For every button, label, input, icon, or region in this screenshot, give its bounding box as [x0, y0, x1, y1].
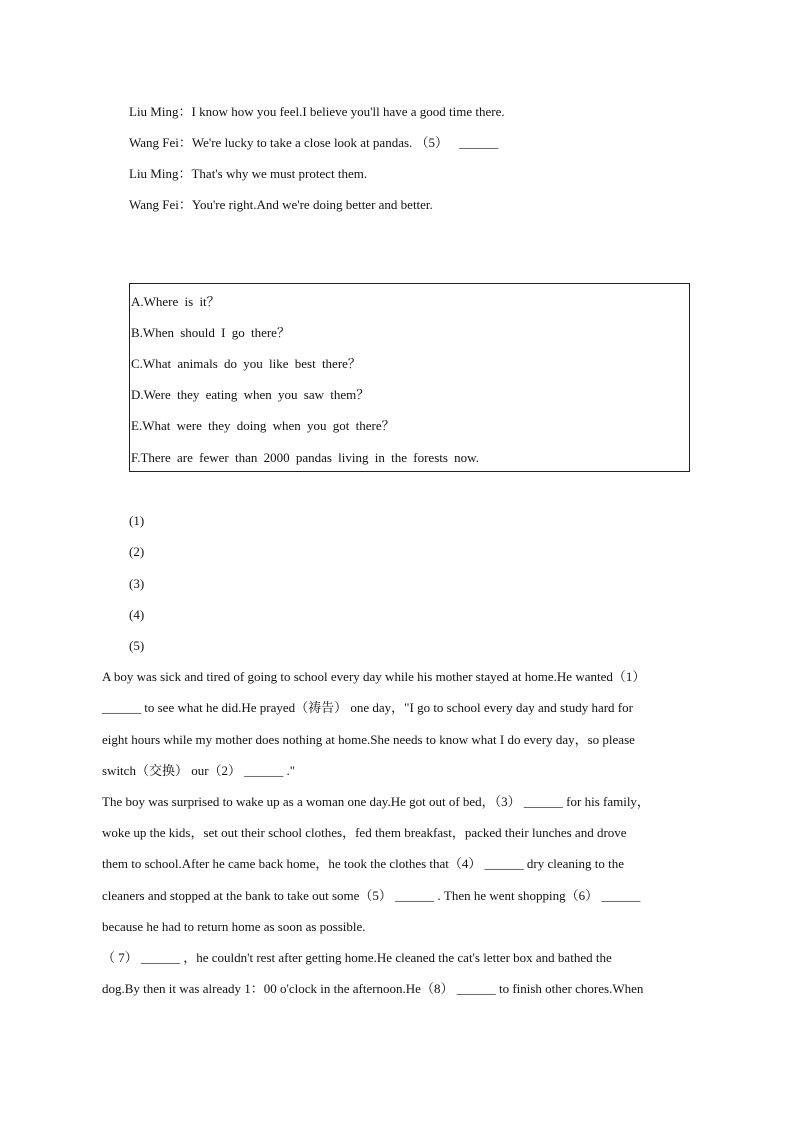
dialogue-speaker: Wang Fei：: [129, 197, 192, 212]
dialogue-text: You're right.And we're doing better and better.: [191, 197, 433, 212]
dialogue-text: We're lucky to take a close look at pandas. （5）: [191, 135, 449, 150]
passage-line: them to school.After he came back home，he took the clothes that（4） ______ dry cleaning to the: [102, 856, 625, 871]
answer-blank: ______: [459, 135, 499, 150]
dialogue-speaker: Liu Ming：: [129, 166, 192, 181]
options-box: [129, 283, 690, 472]
option-d: D.Were they eating when you saw them？: [131, 387, 370, 402]
dialogue-text: That's why we must protect them.: [191, 166, 368, 181]
passage-line: cleaners and stopped at the bank to take out some（5） ______ . Then he went shopping（6） ______: [102, 888, 641, 903]
option-b: B.When should I go there？: [131, 325, 290, 340]
passage-line: （ 7） ______ ，he couldn't rest after getting home.He cleaned the cat's letter box and bathed the: [102, 950, 612, 965]
passage-line: woke up the kids，set out their school clothes，fed them breakfast，packed their lunches and drove: [102, 825, 627, 840]
option-f: F.There are fewer than 2000 pandas living in the forests now.: [131, 450, 479, 465]
dialogue-speaker: Wang Fei：: [129, 135, 192, 150]
answer-number: (5): [129, 638, 145, 653]
passage-line: because he had to return home as soon as possible.: [102, 919, 366, 934]
answer-number: (4): [129, 607, 145, 622]
answer-number: (1): [129, 513, 145, 528]
dialogue-speaker: Liu Ming：: [129, 104, 192, 119]
passage-line: ______ to see what he did.He prayed（祷告） one day，"I go to school every day and study hard for: [102, 700, 633, 715]
dialogue-text: I know how you feel.I believe you'll have a good time there.: [191, 104, 505, 119]
passage-line: eight hours while my mother does nothing at home.She needs to know what I do every day，so please: [102, 732, 635, 747]
answer-number: (3): [129, 576, 145, 591]
dialogue-line: [129, 103, 505, 121]
passage-line: A boy was sick and tired of going to school every day while his mother stayed at home.He wanted（1）: [102, 669, 646, 684]
passage-line: switch（交换） our（2） ______ .": [102, 763, 296, 778]
passage-line: The boy was surprised to wake up as a woman one day.He got out of bed，（3） ______ for his family，: [102, 794, 650, 809]
option-c: C.What animals do you like best there？: [131, 356, 361, 371]
answer-number: (2): [129, 544, 145, 559]
dialogue-line: [129, 134, 498, 152]
option-e: E.What were they doing when you got there？: [131, 418, 395, 433]
option-a: A.Where is it？: [131, 294, 220, 309]
dialogue-line: [129, 196, 433, 214]
passage-line: dog.By then it was already 1：00 o'clock in the afternoon.He（8） ______ to finish other chores.When: [102, 981, 644, 996]
dialogue-line: [129, 165, 367, 183]
